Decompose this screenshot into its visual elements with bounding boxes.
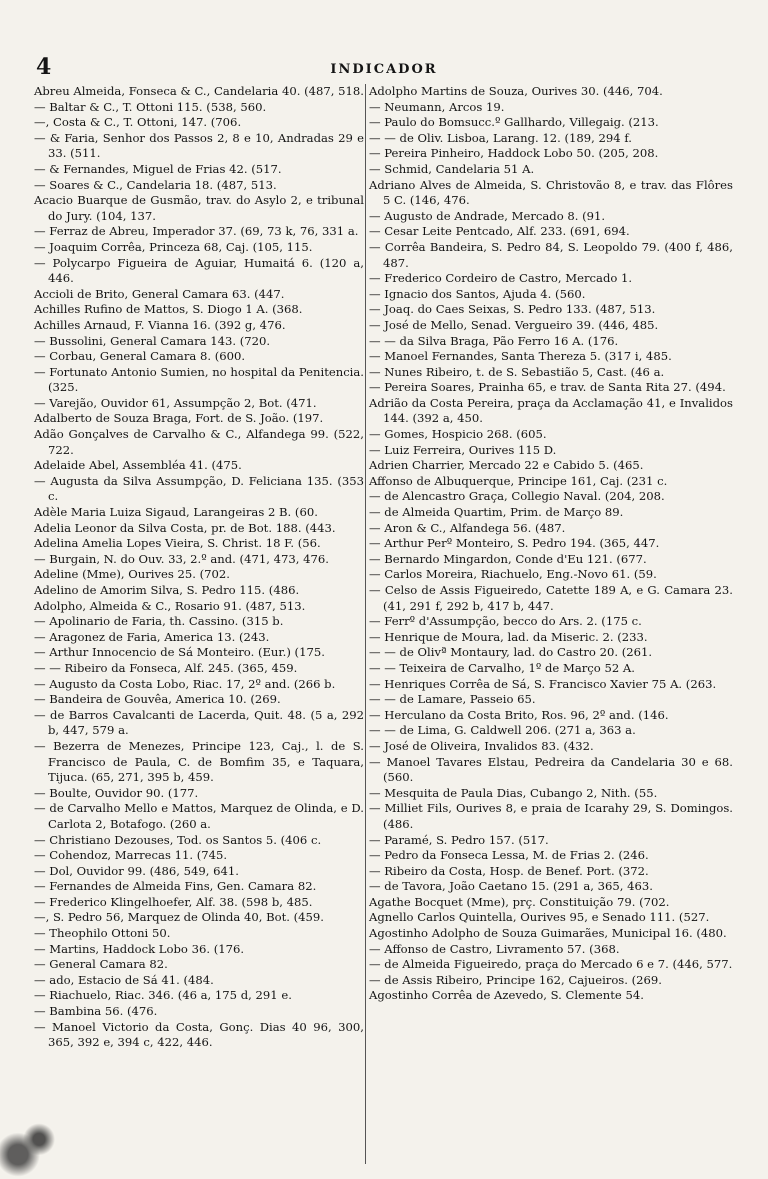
directory-entry: — Joaq. do Caes Seixas, S. Pedro 133. (487, 513. bbox=[369, 302, 656, 317]
directory-entry: — Ferraz de Abreu, Imperador 37. (69, 73 k, 76, 331 a. bbox=[34, 224, 359, 239]
directory-entry: — Aragonez de Faria, America 13. (243. bbox=[34, 629, 270, 644]
directory-entry: Adriano Alves de Almeida, S. Christovão 8, e trav. das Flôres 5 C. (146, 476. bbox=[369, 177, 733, 208]
directory-entry: — ado, Estacio de Sá 41. (484. bbox=[34, 972, 214, 987]
directory-entry: — Pereira Soares, Prainha 65, e trav. de Santa Rita 27. (494. bbox=[369, 380, 726, 395]
directory-entry: — Cesar Leite Pentcado, Alf. 233. (691, 694. bbox=[369, 224, 630, 239]
directory-entry: Affonso de Albuquerque, Principe 161, Caj. (231 c. bbox=[369, 473, 668, 488]
directory-entry: — Bussolini, General Camara 143. (720. bbox=[34, 333, 271, 348]
directory-entry: — Pereira Pinheiro, Haddock Lobo 50. (205, 208. bbox=[369, 146, 659, 161]
directory-entry: — — de Olivª Montaury, lad. do Castro 20. (261. bbox=[369, 645, 653, 660]
directory-entry: — Manoel Tavares Elstau, Pedreira da Candelaria 30 e 68. (560. bbox=[369, 754, 733, 785]
directory-entry: — José de Oliveira, Invalidos 83. (432. bbox=[369, 738, 594, 753]
directory-entry: — Augusta da Silva Assumpção, D. Feliciana 135. (353 c. bbox=[34, 473, 364, 504]
directory-entry: — Baltar & C., T. Ottoni 115. (538, 560. bbox=[34, 99, 267, 114]
page-number: 4 bbox=[36, 54, 52, 80]
directory-entry: — Theophilo Ottoni 50. bbox=[34, 926, 171, 941]
directory-entry: — Arthur Perº Monteiro, S. Pedro 194. (365, 447. bbox=[369, 536, 660, 551]
directory-entry: Adolpho Martins de Souza, Ourives 30. (446, 704. bbox=[369, 84, 663, 98]
directory-entry: — José de Mello, Senad. Vergueiro 39. (446, 485. bbox=[369, 317, 659, 332]
directory-entry: — de Almeida Figueiredo, praça do Mercado 6 e 7. (446, 577. bbox=[369, 957, 733, 972]
directory-entry: — Milliet Fils, Ourives 8, e praia de Icarahy 29, S. Domingos. (486. bbox=[369, 801, 733, 831]
directory-entry: — Soares & C., Candelaria 18. (487, 513. bbox=[34, 177, 277, 192]
directory-entry: Acacio Buarque de Gusmão, trav. do Asylo 2, e tribunal do Jury. (104, 137. bbox=[34, 193, 364, 223]
directory-entry: — Burgain, N. do Ouv. 33, 2.º and. (471, 473, 476. bbox=[34, 551, 329, 566]
right-column bbox=[369, 84, 733, 1004]
directory-entry: Adalberto de Souza Braga, Fort. de S. João. (197. bbox=[34, 411, 324, 426]
directory-entry: — Henrique de Moura, lad. da Miseric. 2. (233. bbox=[369, 629, 648, 644]
directory-entry: Adèle Maria Luiza Sigaud, Larangeiras 2 B. (60. bbox=[34, 505, 318, 520]
directory-entry: — Cohendoz, Marrecas 11. (745. bbox=[34, 848, 228, 863]
directory-entry: — Augusto da Costa Lobo, Riac. 17, 2º and. (266 b. bbox=[34, 676, 336, 691]
directory-entry: — — de Lamare, Passeio 65. bbox=[369, 692, 536, 707]
directory-entry: Adrien Charrier, Mercado 22 e Cabido 5. (465. bbox=[369, 458, 644, 473]
directory-entry: — Bezerra de Menezes, Principe 123, Caj., l. de S. Francisco de Paula, C. de Bomfim 35, e Taquara, Tijuca. (65, 271, 395 b, 459. bbox=[34, 738, 364, 785]
directory-entry: Accioli de Brito, General Camara 63. (447. bbox=[34, 286, 285, 301]
directory-entry: — Dol, Ouvidor 99. (486, 549, 641. bbox=[34, 863, 239, 878]
directory-entry: — Henriques Corrêa de Sá, S. Francisco Xavier 75 A. (263. bbox=[369, 676, 717, 691]
directory-entry: — Neumann, Arcos 19. bbox=[369, 99, 505, 114]
directory-entry: Adolpho, Almeida & C., Rosario 91. (487, 513. bbox=[34, 598, 306, 613]
ink-stain bbox=[0, 1118, 60, 1179]
directory-entry: — Ferrº d'Assumpção, becco do Ars. 2. (175 c. bbox=[369, 614, 642, 629]
directory-entry: — & Faria, Senhor dos Passos 2, 8 e 10, Andradas 29 e 33. (511. bbox=[34, 130, 364, 161]
directory-entry: — Polycarpo Figueira de Aguiar, Humaitá 6. (120 a, 446. bbox=[34, 255, 364, 286]
directory-entry: — Aron & C., Alfandega 56. (487. bbox=[369, 520, 566, 535]
directory-entry: — & Fernandes, Miguel de Frias 42. (517. bbox=[34, 161, 282, 176]
directory-entry: — Apolinario de Faria, th. Cassino. (315 b. bbox=[34, 614, 284, 629]
directory-entry: — Bernardo Mingardon, Conde d'Eu 121. (677. bbox=[369, 551, 647, 566]
running-title: INDICADOR bbox=[330, 62, 438, 77]
directory-entry: — Luiz Ferreira, Ourives 115 D. bbox=[369, 442, 557, 457]
directory-entry: — Manoel Fernandes, Santa Thereza 5. (317 i, 485. bbox=[369, 349, 672, 364]
directory-entry: Abreu Almeida, Fonseca & C., Candelaria 40. (487, 518. bbox=[34, 84, 364, 98]
directory-entry: Adelina Amelia Lopes Vieira, S. Christ. 18 F. (56. bbox=[34, 536, 321, 551]
directory-entry: — Martins, Haddock Lobo 36. (176. bbox=[34, 941, 245, 956]
directory-entry: —, Costa & C., T. Ottoni, 147. (706. bbox=[34, 115, 242, 130]
directory-entry: — Herculano da Costa Brito, Ros. 96, 2º and. (146. bbox=[369, 707, 669, 722]
directory-entry: — Paramé, S. Pedro 157. (517. bbox=[369, 832, 549, 847]
directory-entry: Agostinho Adolpho de Souza Guimarães, Municipal 16. (480. bbox=[369, 926, 727, 941]
left-column bbox=[34, 84, 364, 1051]
directory-entry: — de Alencastro Graça, Collegio Naval. (204, 208. bbox=[369, 489, 665, 504]
directory-entry: Agathe Bocquet (Mme), prç. Constituição 79. (702. bbox=[369, 894, 670, 909]
directory-entry: — Corbau, General Camara 8. (600. bbox=[34, 349, 246, 364]
directory-entry: — Boulte, Ouvidor 90. (177. bbox=[34, 785, 199, 800]
directory-entry: Adrião da Costa Pereira, praça da Acclamação 41, e Invalidos 144. (392 a, 450. bbox=[369, 395, 733, 426]
directory-entry: — Fernandes de Almeida Fins, Gen. Camara 82. bbox=[34, 879, 317, 894]
directory-entry: — Paulo do Bomsucc.º Gallhardo, Villegaig. (213. bbox=[369, 115, 659, 130]
directory-entry: — Schmid, Candelaria 51 A. bbox=[369, 161, 535, 176]
directory-entry: — Riachuelo, Riac. 346. (46 a, 175 d, 291 e. bbox=[34, 988, 292, 1003]
directory-entry: — de Tavora, João Caetano 15. (291 a, 365, 463. bbox=[369, 879, 653, 894]
directory-entry: Achilles Arnaud, F. Vianna 16. (392 g, 476. bbox=[34, 317, 286, 332]
directory-entry: — Ribeiro da Costa, Hosp. de Benef. Port. (372. bbox=[369, 863, 649, 878]
directory-entry: — Bambina 56. (476. bbox=[34, 1004, 158, 1019]
directory-entry: — de Barros Cavalcanti de Lacerda, Quit. 48. (5 a, 292 b, 447, 579 a. bbox=[34, 707, 364, 738]
directory-entry: — Varejão, Ouvidor 61, Assumpção 2, Bot. (471. bbox=[34, 395, 317, 410]
directory-entry: — Fortunato Antonio Sumien, no hospital da Penitencia. (325. bbox=[34, 364, 364, 395]
directory-entry: — Pedro da Fonseca Lessa, M. de Frias 2. (246. bbox=[369, 848, 649, 863]
directory-entry: — Arthur Innocencio de Sá Monteiro. (Eur.) (175. bbox=[34, 645, 325, 660]
directory-entry: Adeline (Mme), Ourives 25. (702. bbox=[34, 567, 230, 582]
directory-entry: — — Teixeira de Carvalho, 1º de Março 52 A. bbox=[369, 660, 635, 675]
directory-entry: — Affonso de Castro, Livramento 57. (368. bbox=[369, 941, 620, 956]
directory-entry: — Bandeira de Gouvêa, America 10. (269. bbox=[34, 692, 281, 707]
directory-entry: — Joaquim Corrêa, Princeza 68, Caj. (105, 115. bbox=[34, 239, 313, 254]
directory-entry: — — Ribeiro da Fonseca, Alf. 245. (365, 459. bbox=[34, 660, 298, 675]
directory-entry: — — de Oliv. Lisboa, Larang. 12. (189, 294 f. bbox=[369, 130, 632, 145]
directory-entry: Adelaide Abel, Assembléa 41. (475. bbox=[34, 458, 242, 473]
directory-entry: — Mesquita de Paula Dias, Cubango 2, Nith. (55. bbox=[369, 785, 658, 800]
directory-entry: Adelia Leonor da Silva Costa, pr. de Bot. 188. (443. bbox=[34, 520, 336, 535]
directory-entry: — Augusto de Andrade, Mercado 8. (91. bbox=[369, 208, 606, 223]
directory-entry: — Ignacio dos Santos, Ajuda 4. (560. bbox=[369, 286, 586, 301]
directory-entry: — — da Silva Braga, Pão Ferro 16 A. (176. bbox=[369, 333, 619, 348]
directory-entry: — Manoel Victorio da Costa, Gonç. Dias 40 96, 300, 365, 392 e, 394 c, 422, 446. bbox=[34, 1019, 364, 1050]
directory-entry: — Christiano Dezouses, Tod. os Santos 5. (406 c. bbox=[34, 832, 322, 847]
directory-entry: Agostinho Corrêa de Azevedo, S. Clemente 54. bbox=[369, 988, 644, 1003]
directory-entry: — Carlos Moreira, Riachuelo, Eng.-Novo 61. (59. bbox=[369, 567, 657, 582]
directory-entry: Agnello Carlos Quintella, Ourives 95, e Senado 111. (527. bbox=[369, 910, 710, 925]
directory-entry: — Corrêa Bandeira, S. Pedro 84, S. Leopoldo 79. (400 f, 486, 487. bbox=[369, 239, 733, 270]
directory-entry: — de Assis Ribeiro, Principe 162, Cajueiros. (269. bbox=[369, 972, 662, 987]
column-divider bbox=[365, 84, 366, 1164]
directory-entry: — de Almeida Quartim, Prim. de Março 89. bbox=[369, 505, 624, 520]
directory-entry: Achilles Rufino de Mattos, S. Diogo 1 A. (368. bbox=[34, 302, 303, 317]
directory-entry: — Frederico Klingelhoefer, Alf. 38. (598 b, 485. bbox=[34, 894, 313, 909]
directory-entry: — Nunes Ribeiro, t. de S. Sebastião 5, Cast. (46 a. bbox=[369, 364, 665, 379]
directory-entry: Adão Gonçalves de Carvalho & C., Alfandega 99. (522, 722. bbox=[34, 427, 364, 457]
directory-entry: — Gomes, Hospicio 268. (605. bbox=[369, 427, 547, 442]
directory-entry: —, S. Pedro 56, Marquez de Olinda 40, Bot. (459. bbox=[34, 910, 324, 925]
directory-entry: — Frederico Cordeiro de Castro, Mercado 1. bbox=[369, 271, 633, 286]
directory-entry: — — de Lima, G. Caldwell 206. (271 a, 363 a. bbox=[369, 723, 636, 738]
directory-entry: — General Camara 82. bbox=[34, 957, 168, 972]
directory-entry: — de Carvalho Mello e Mattos, Marquez de Olinda, e D. Carlota 2, Botafogo. (260 a. bbox=[34, 801, 364, 831]
directory-entry: — Celso de Assis Figueiredo, Catette 189 A, e G. Camara 23. (41, 291 f, 292 b, 417 b, 447. bbox=[369, 583, 733, 613]
directory-entry: Adelino de Amorim Silva, S. Pedro 115. (486. bbox=[34, 583, 300, 597]
